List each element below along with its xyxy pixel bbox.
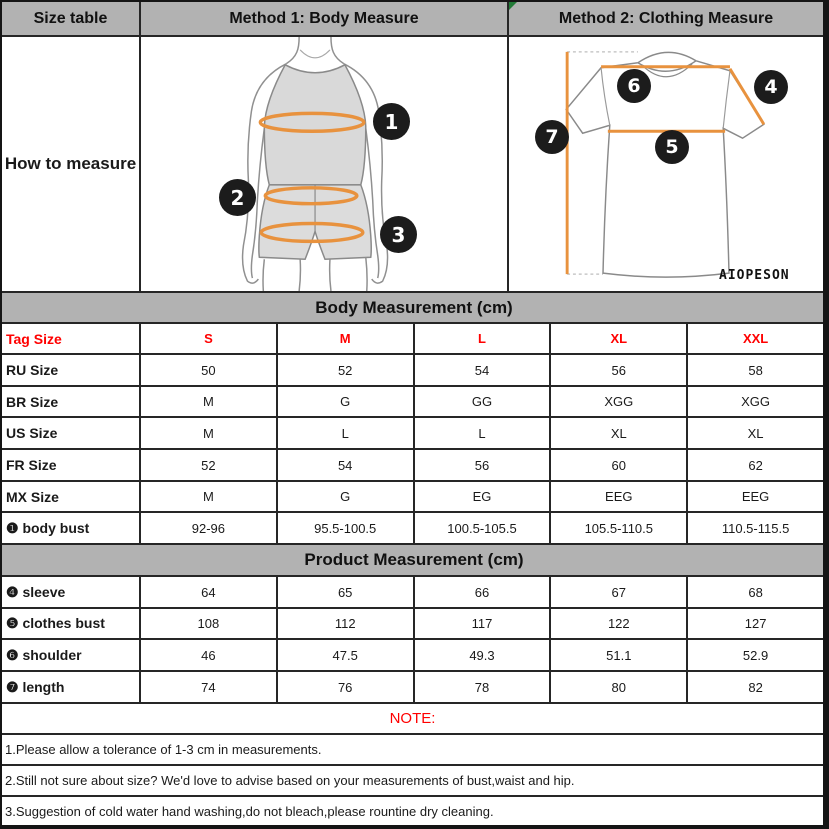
table-row-shoulder — [2, 638, 823, 670]
marker-3-hip: 3 — [380, 216, 417, 253]
size-value-cell: 65 — [276, 577, 413, 607]
size-value-cell: 64 — [139, 577, 276, 607]
size-value-cell: 67 — [549, 577, 686, 607]
size-value-cell: EEG — [686, 482, 823, 511]
size-value-cell: 95.5-100.5 — [276, 513, 413, 543]
size-value-cell: 62 — [686, 450, 823, 480]
row-label: US Size — [6, 425, 58, 441]
method1-header-cell — [139, 2, 507, 35]
row-label: ❹ sleeve — [6, 583, 66, 600]
body-figure-drawing — [141, 37, 507, 291]
size-col-l: L — [413, 324, 550, 353]
method2-header-cell — [507, 2, 823, 35]
size-value-cell: 54 — [413, 355, 550, 385]
marker-1-bust: 1 — [373, 103, 410, 140]
table-row-length — [2, 670, 823, 702]
size-value-cell: GG — [413, 387, 550, 416]
size-value-cell: 122 — [549, 609, 686, 638]
size-value-cell: 127 — [686, 609, 823, 638]
size-value-cell: 110.5-115.5 — [686, 513, 823, 543]
size-value-cell: 66 — [413, 577, 550, 607]
size-value-cell: 60 — [549, 450, 686, 480]
size-value-cell: 52 — [139, 450, 276, 480]
note-row-3 — [2, 795, 823, 825]
marker-4-sleeve: 4 — [754, 70, 788, 104]
body-measure-illustration — [139, 37, 507, 291]
body-measurement-title-cell — [2, 293, 823, 322]
size-value-cell: 100.5-105.5 — [413, 513, 550, 543]
row-label: FR Size — [6, 457, 57, 473]
size-value-cell: 58 — [686, 355, 823, 385]
size-value-cell: 50 — [139, 355, 276, 385]
row-label: RU Size — [6, 362, 59, 378]
size-value-cell: M — [139, 418, 276, 448]
size-value-cell: 52 — [276, 355, 413, 385]
note-text-1: 1.Please allow a tolerance of 1-3 cm in measurements. — [5, 742, 322, 757]
row-label: BR Size — [6, 393, 59, 410]
row-label: ❼ length — [6, 678, 65, 695]
tag-size-row — [2, 322, 823, 353]
size-value-cell: XGG — [549, 387, 686, 416]
product-measurement-title: Product Measurement (cm) — [304, 550, 524, 569]
size-value-cell: 47.5 — [276, 640, 413, 670]
how-to-measure-label: How to measure — [4, 154, 137, 174]
method1-title: Method 1: Body Measure — [229, 9, 419, 27]
table-row-fr-size — [2, 448, 823, 480]
brand-label: AIOPESON — [719, 268, 790, 283]
size-value-cell: 68 — [686, 577, 823, 607]
marker-6-shoulder: 6 — [617, 69, 651, 103]
row-label: MX Size — [6, 488, 59, 505]
size-value-cell: 56 — [413, 450, 550, 480]
size-value-cell: 82 — [686, 672, 823, 702]
body-measurement-section-row — [2, 291, 823, 322]
size-value-cell: 51.1 — [549, 640, 686, 670]
tag-size-label: Tag Size — [6, 330, 62, 347]
size-value-cell: 54 — [276, 450, 413, 480]
size-col-m: M — [276, 324, 413, 353]
top-header-row — [2, 2, 823, 35]
size-value-cell: EG — [413, 482, 550, 511]
size-value-cell: 108 — [139, 609, 276, 638]
size-value-cell: 80 — [549, 672, 686, 702]
row-label: ❻ shoulder — [6, 646, 82, 663]
table-row-mx-size — [2, 480, 823, 511]
marker-7-length: 7 — [535, 120, 569, 154]
table-row-us-size — [2, 416, 823, 448]
table-row-body-bust — [2, 511, 823, 543]
table-row-br-size — [2, 385, 823, 416]
size-col-s: S — [139, 324, 276, 353]
note-row-2 — [2, 764, 823, 795]
size-value-cell: 112 — [276, 609, 413, 638]
note-text-2: 2.Still not sure about size? We'd love to advise based on your measurements of bust,waist and hip. — [5, 773, 575, 788]
size-value-cell: 92-96 — [139, 513, 276, 543]
table-row-clothes-bust — [2, 607, 823, 638]
size-value-cell: 76 — [276, 672, 413, 702]
size-value-cell: L — [413, 418, 550, 448]
size-value-cell: XL — [686, 418, 823, 448]
size-value-cell: 117 — [413, 609, 550, 638]
size-value-cell: M — [139, 387, 276, 416]
illustration-row — [2, 35, 823, 291]
size-value-cell: 105.5-110.5 — [549, 513, 686, 543]
table-row-sleeve — [2, 575, 823, 607]
size-value-cell: G — [276, 387, 413, 416]
product-measurement-title-cell — [2, 545, 823, 575]
product-measurement-section-row — [2, 543, 823, 575]
marker-2-waist: 2 — [219, 179, 256, 216]
table-row-ru-size — [2, 353, 823, 385]
size-table-header-cell — [2, 2, 139, 35]
how-to-measure-cell — [2, 37, 139, 291]
size-value-cell: L — [276, 418, 413, 448]
size-value-cell: M — [139, 482, 276, 511]
marker-5-clothes-bust: 5 — [655, 130, 689, 164]
row-label: ❶ body bust — [6, 519, 90, 536]
size-table-title: Size table — [33, 9, 108, 27]
size-value-cell: XGG — [686, 387, 823, 416]
row-label: ❺ clothes bust — [6, 615, 105, 631]
size-col-xl: XL — [549, 324, 686, 353]
size-value-cell: 74 — [139, 672, 276, 702]
size-value-cell: XL — [549, 418, 686, 448]
note-row-1 — [2, 733, 823, 764]
size-value-cell: 52.9 — [686, 640, 823, 670]
size-value-cell: 49.3 — [413, 640, 550, 670]
body-measurement-title: Body Measurement (cm) — [315, 297, 513, 317]
size-value-cell: 46 — [139, 640, 276, 670]
size-value-cell: 78 — [413, 672, 550, 702]
size-value-cell: 56 — [549, 355, 686, 385]
size-value-cell: G — [276, 482, 413, 511]
note-text-3: 3.Suggestion of cold water hand washing,do not bleach,please rountine dry cleaning. — [5, 803, 494, 819]
note-title-row — [2, 702, 823, 733]
cell-corner-marker — [509, 2, 517, 10]
note-title: NOTE: — [389, 710, 436, 727]
size-col-xxl: XXL — [686, 324, 823, 353]
method2-title: Method 2: Clothing Measure — [558, 9, 774, 27]
clothing-measure-illustration — [507, 37, 823, 291]
size-value-cell: EEG — [549, 482, 686, 511]
